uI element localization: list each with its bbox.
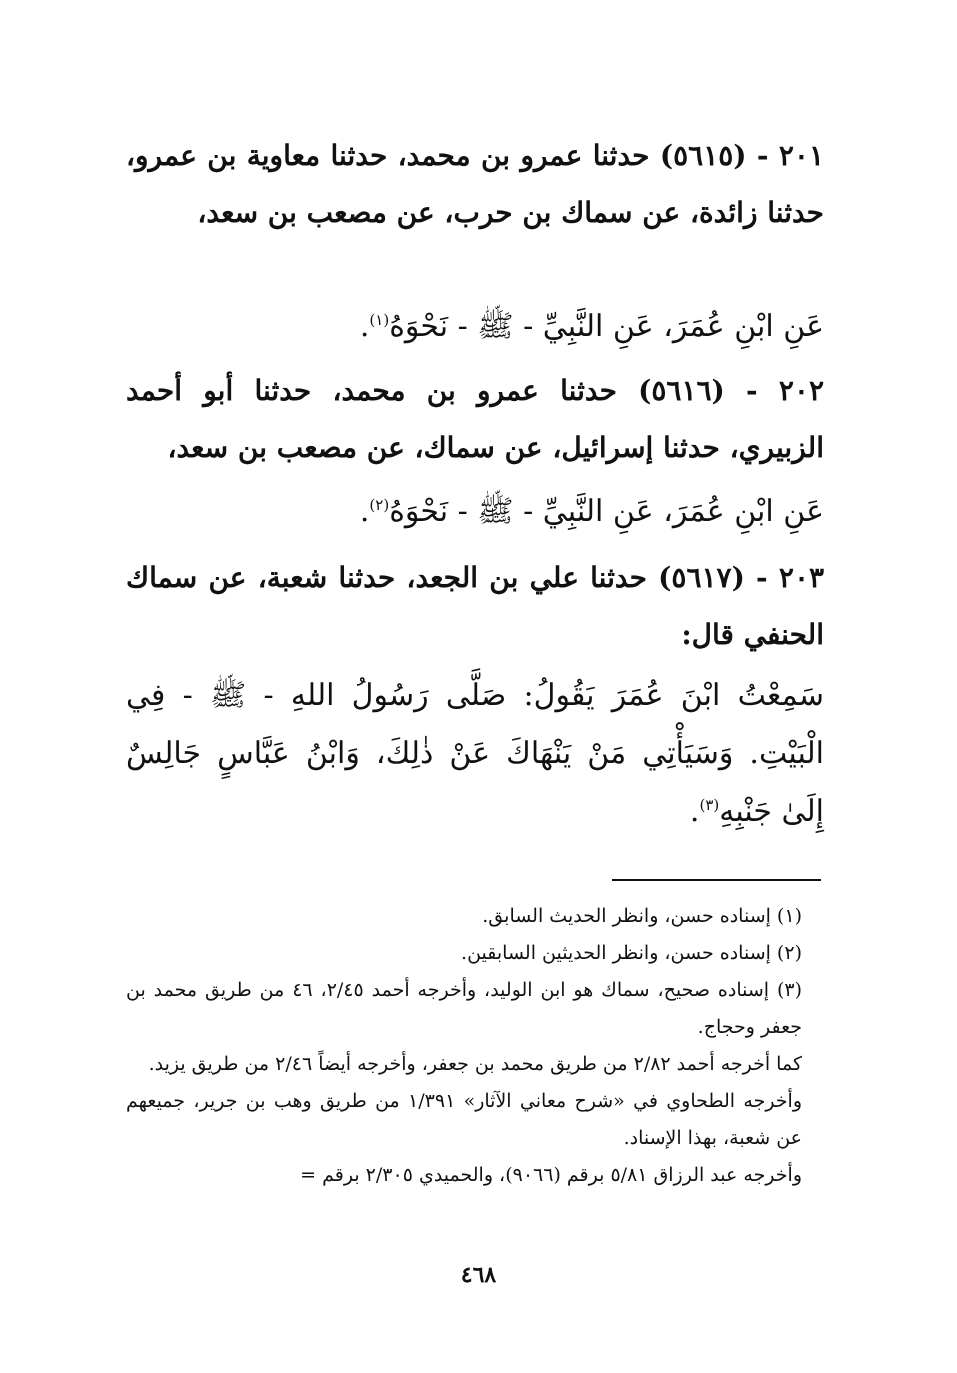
footnote-marker: (٣) (699, 796, 720, 814)
footnote-3: (٣) إسناده صحيح، سماك هو ابن الوليد، وأخرجه أحمد ٢/٤٥، ٤٦ من طريق محمد بن جعفر وحجاج. (126, 979, 803, 1038)
hadith-number: ٢٠٢ (778, 374, 825, 407)
hadith-reference: (٥٦١٦) (638, 374, 725, 407)
hadith-202-matn (126, 483, 826, 541)
footnote-marker: (١) (369, 311, 390, 329)
footnote-2: (٢) إسناده حسن، وانظر الحديثين السابقين. (461, 942, 802, 964)
footnotes (126, 898, 824, 1194)
matn-end: . (359, 309, 370, 344)
hadith-number: ٢٠١ (778, 139, 825, 172)
matn-end: . (359, 494, 370, 529)
hadith-matn-text: سَمِعْتُ ابْنَ عُمَرَ يَقُولُ: صَلَّى رَسُولُ اللهِ - ﷺ - فِي الْبَيْتِ. وَسَيَأْتِي مَنْ يَنْهَاكَ عَنْ ذٰلِكَ، وَابْنُ عَبَّاسٍ جَالِسٌ إِلَىٰ جَنْبِهِ (126, 678, 824, 829)
matn-end: . (689, 794, 700, 829)
hadith-203-matn (126, 667, 826, 841)
hadith-matn-text: عَنِ ابْنِ عُمَرَ، عَنِ النَّبِيِّ - ﷺ - نَحْوَهُ (389, 309, 824, 344)
hadith-reference: (٥٦١٥) (659, 139, 747, 172)
footnote-separator (612, 879, 821, 881)
hadith-201-matn (126, 298, 826, 356)
hadith-isnad-text: حدثنا عمرو بن محمد، حدثنا أبو أحمد الزبيري، حدثنا إسرائيل، عن سماك، عن مصعب بن سعد، (126, 374, 824, 464)
hadith-isnad-text: حدثنا علي بن الجعد، حدثنا شعبة، عن سماك الحنفي قال: (126, 561, 824, 651)
hadith-reference: (٥٦١٧) (658, 561, 745, 594)
page-number: ٤٦٨ (460, 1262, 497, 1288)
footnote-3-continuation-3: وأخرجه عبد الرزاق ٥/٨١ برقم (٩٠٦٦)، والحميدي ٢/٣٠٥ برقم = (300, 1164, 802, 1186)
hadith-matn-text: عَنِ ابْنِ عُمَرَ، عَنِ النَّبِيِّ - ﷺ - نَحْوَهُ (389, 494, 824, 529)
hadith-201-isnad: ٢٠١ - (٥٦١٥) حدثنا عمرو بن محمد، حدثنا معاوية بن عمرو، حدثنا زائدة، عن سماك بن حرب، عن مصعب بن سعد، (126, 139, 825, 229)
footnote-3-continuation-2: وأخرجه الطحاوي في «شرح معاني الآثار» ١/٣٩١ من طريق وهب بن جرير، جميعهم عن شعبة، بهذا الإسناد. (126, 1090, 802, 1149)
footnote-1: (١) إسناده حسن، وانظر الحديث السابق. (482, 905, 802, 927)
hadith-number: ٢٠٣ (778, 561, 825, 594)
hadith-isnad-text: حدثنا عمرو بن محمد، حدثنا معاوية بن عمرو، حدثنا زائدة، عن سماك بن حرب، عن مصعب بن سعد، (126, 139, 824, 229)
hadith-203-isnad: ٢٠٣ - (٥٦١٧) حدثنا علي بن الجعد، حدثنا شعبة، عن سماك الحنفي قال: (126, 561, 825, 651)
hadith-202-isnad: ٢٠٢ - (٥٦١٦) حدثنا عمرو بن محمد، حدثنا أبو أحمد الزبيري، حدثنا إسرائيل، عن سماك، عن مصعب بن سعد، (126, 374, 825, 464)
footnote-marker: (٢) (369, 496, 390, 514)
footnote-3-continuation-1: كما أخرجه أحمد ٢/٨٢ من طريق محمد بن جعفر، وأخرجه أيضاً ٢/٤٦ من طريق يزيد. (148, 1053, 802, 1075)
